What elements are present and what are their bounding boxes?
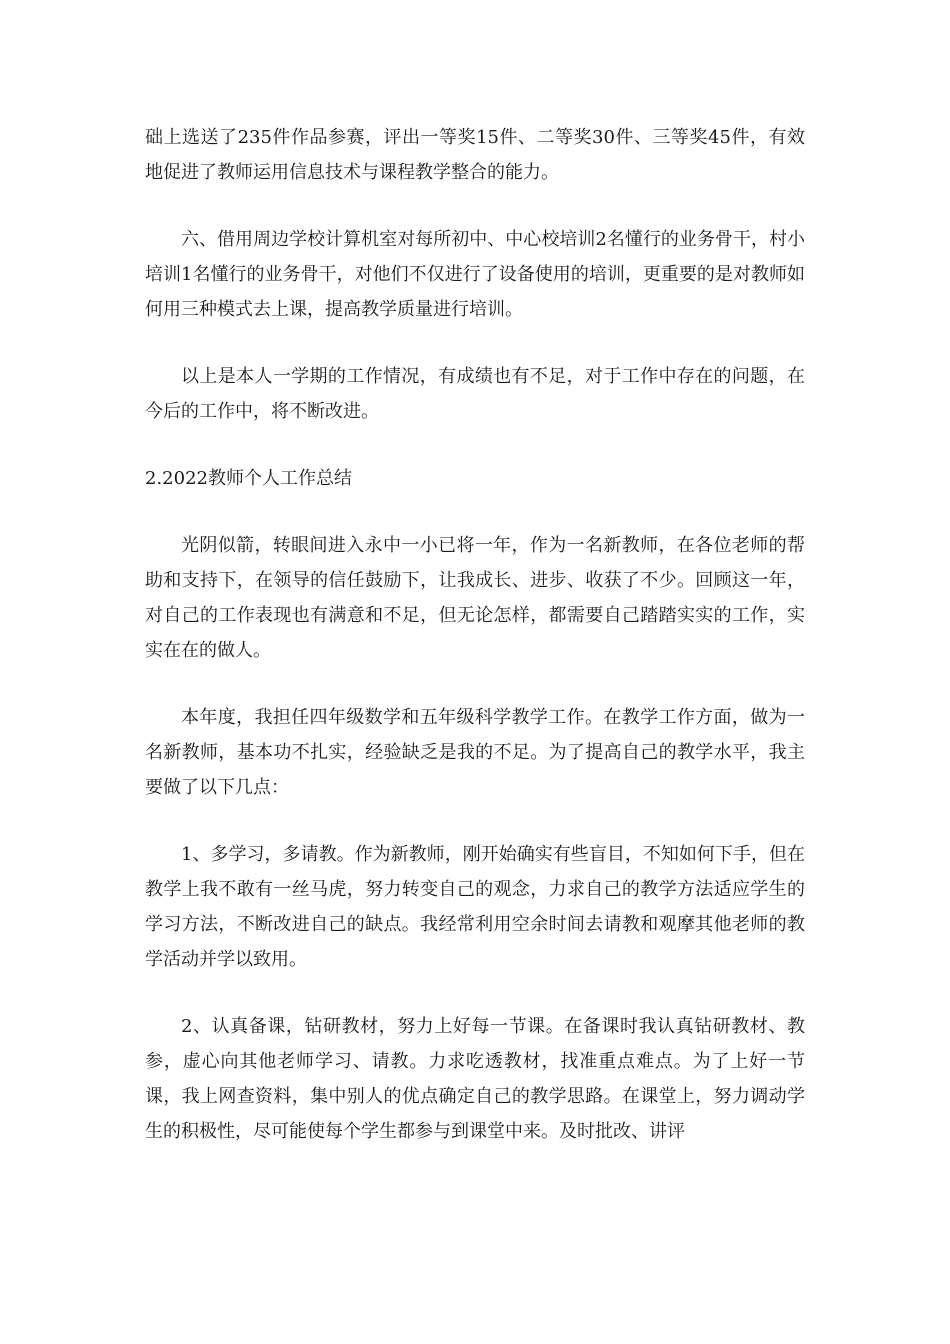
paragraph-awards-result: 础上选送了235件作品参赛，评出一等奖15件、二等奖30件、三等奖45件，有效地促进了教师运用信息技术与课程教学整合的能力。: [145, 127, 805, 183]
paragraph-teaching-duties: 本年度，我担任四年级数学和五年级科学教学工作。在教学工作方面，做为一名新教师，基本功不扎实，经验缺乏是我的不足。为了提高自己的教学水平，我主要做了以下几点：: [145, 707, 805, 798]
paragraph-item-six-training: 六、借用周边学校计算机室对每所初中、中心校培训2名懂行的业务骨干，村小培训1名懂行的业务骨干，对他们不仅进行了设备使用的培训，更重要的是对教师如何用三种模式去上课，提高教学质量进行培训。: [145, 229, 805, 320]
paragraph-intro: 光阴似箭，转眼间进入永中一小已将一年，作为一名新教师，在各位老师的帮助和支持下，在领导的信任鼓励下，让我成长、进步、收获了不少。回顾这一年，对自己的工作表现也有满意和不足，但无论怎样，都需要自己踏踏实实的工作，实实在在的做人。: [145, 535, 805, 661]
paragraph-point-one: 1、多学习，多请教。作为新教师，刚开始确实有些盲目，不知如何下手，但在教学上我不敢有一丝马虎，努力转变自己的观念，力求自己的教学方法适应学生的学习方法，不断改进自己的缺点。我经常利用空余时间去请教和观摩其他老师的教学活动并学以致用。: [145, 844, 805, 970]
paragraph-semester-conclusion: 以上是本人一学期的工作情况，有成绩也有不足，对于工作中存在的问题，在今后的工作中，将不断改进。: [145, 366, 805, 422]
section-heading: 2.2022教师个人工作总结: [145, 468, 352, 489]
document-body: [145, 120, 805, 1181]
paragraph-point-two: 2、认真备课，钻研教材，努力上好每一节课。在备课时我认真钻研教材、教参，虚心向其他老师学习、请教。力求吃透教材，找准重点难点。为了上好一节课，我上网查资料，集中别人的优点确定自己的教学思路。在课堂上，努力调动学生的积极性，尽可能使每个学生都参与到课堂中来。及时批改、讲评: [145, 1016, 805, 1142]
